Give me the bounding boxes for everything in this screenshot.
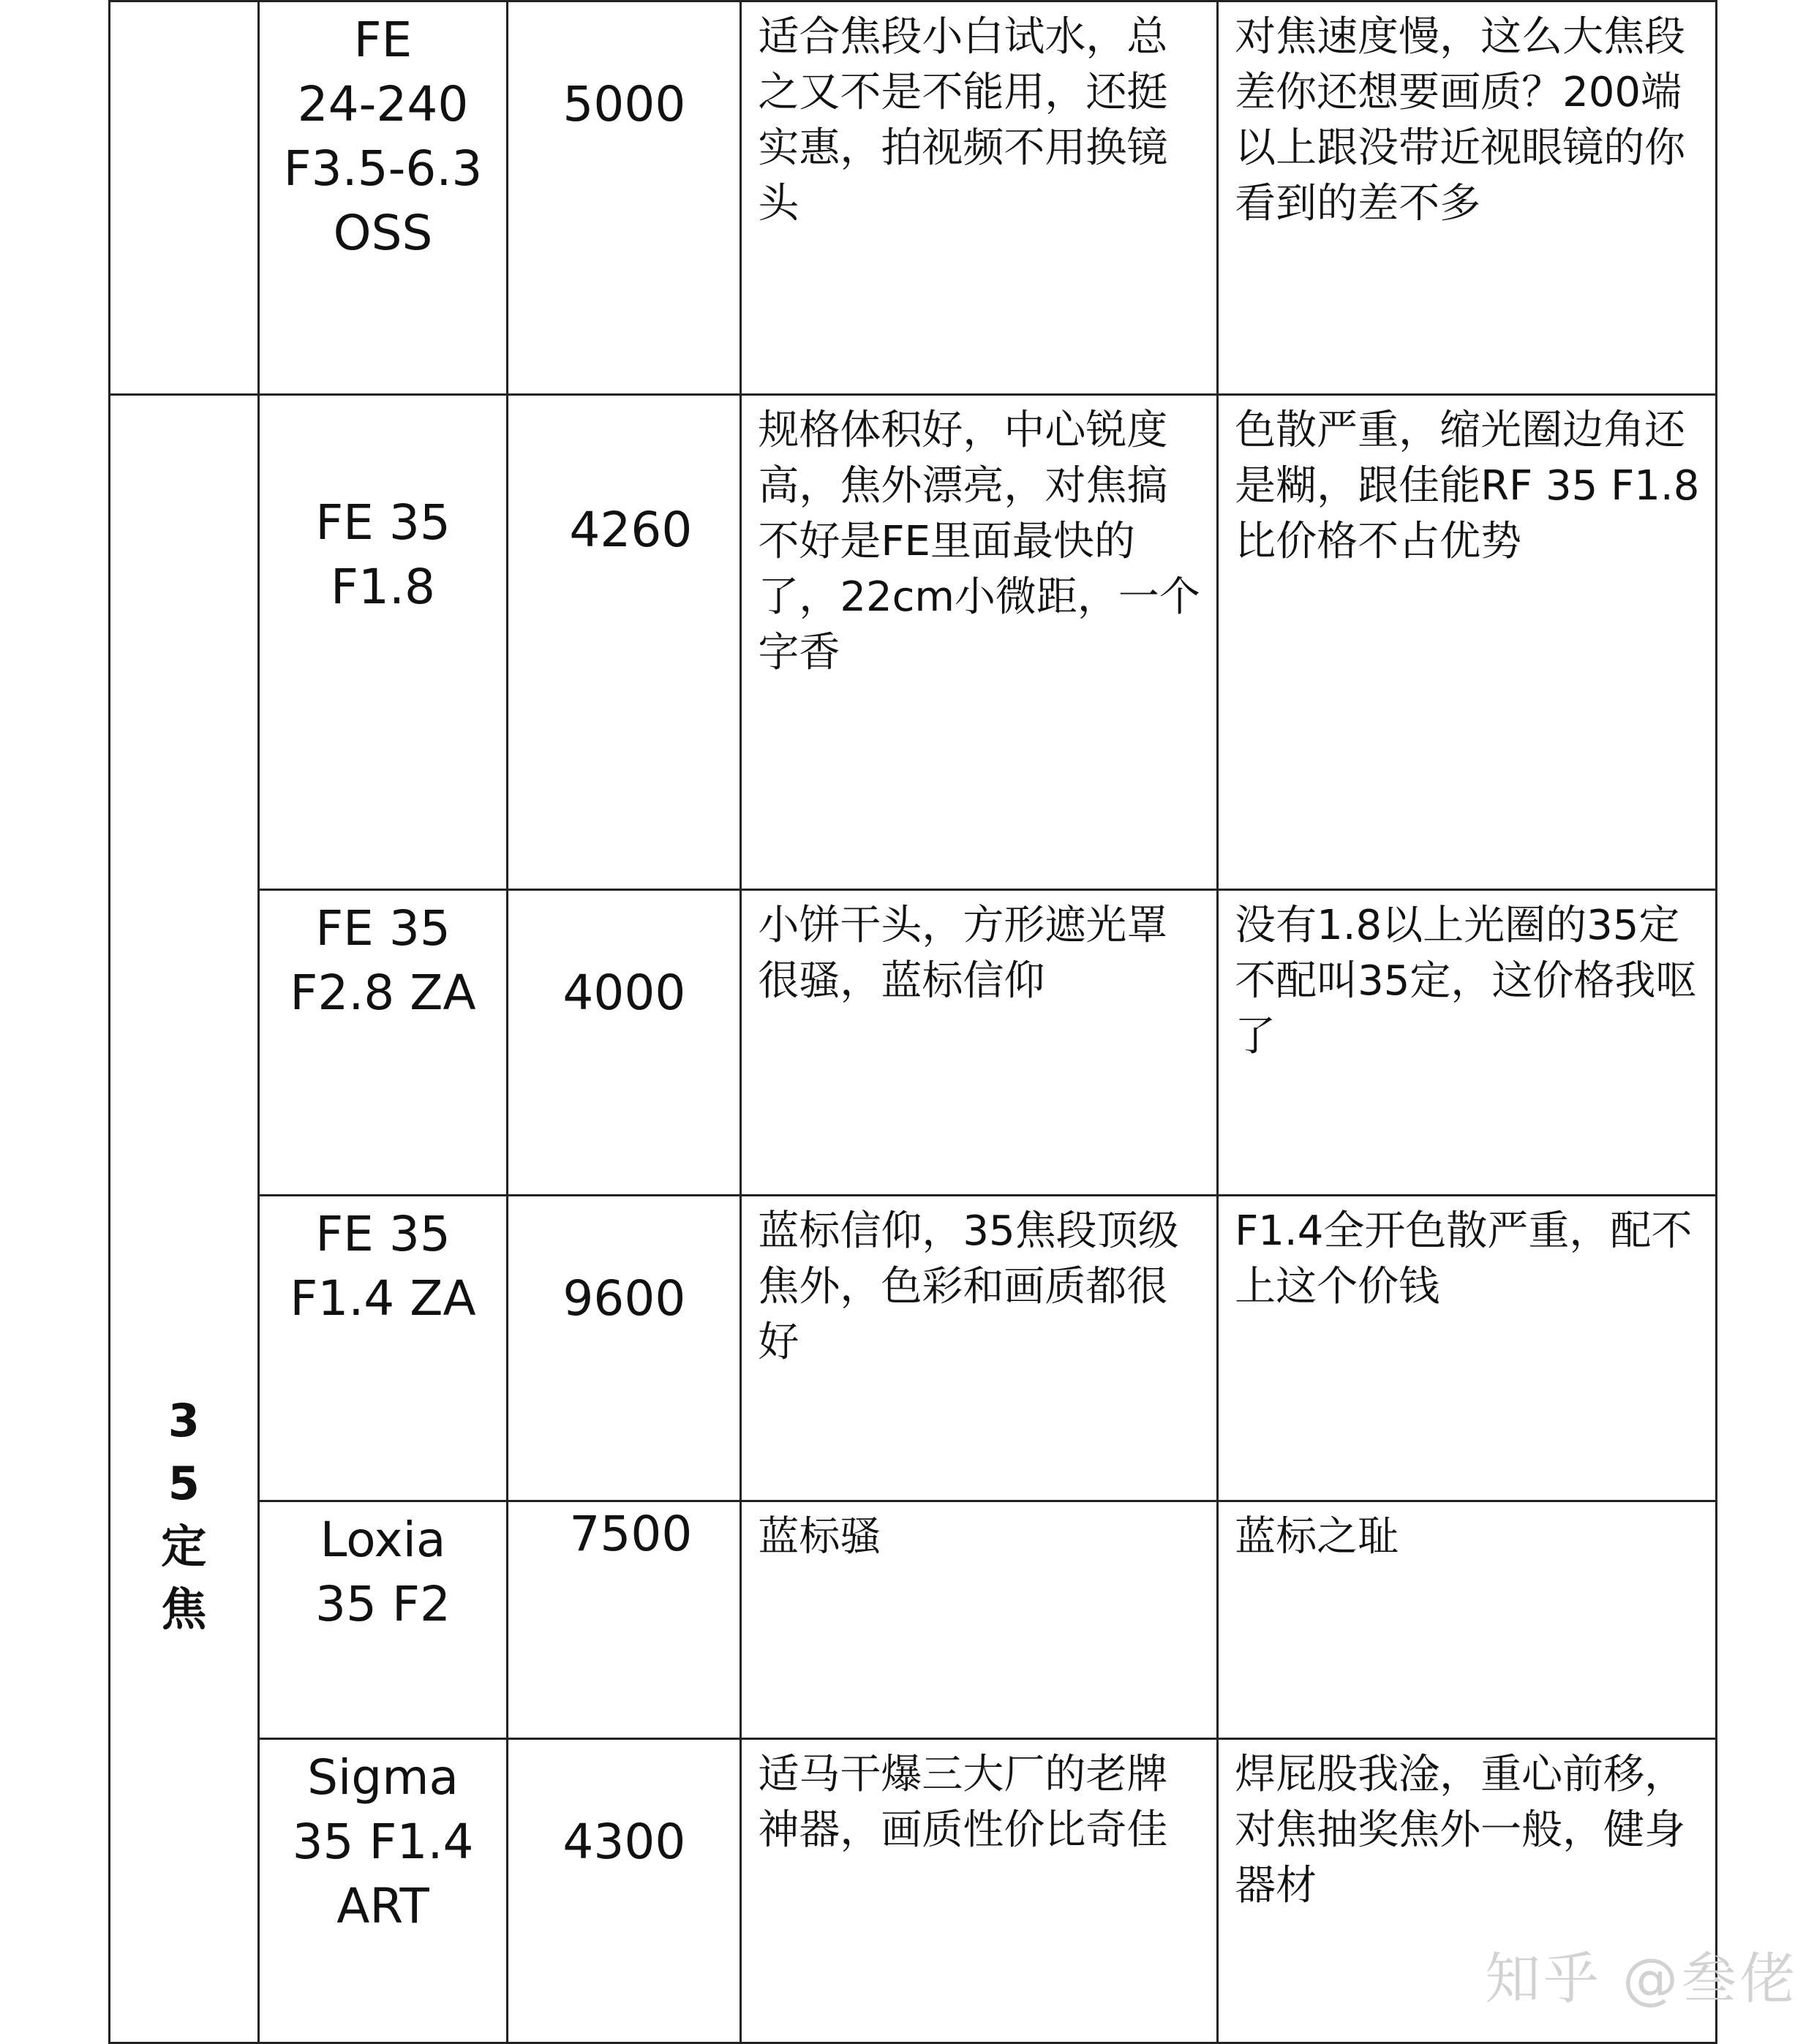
lens-comparison-table bbox=[108, 0, 1717, 2044]
cons-text: 蓝标之耻 bbox=[1235, 1513, 1399, 1561]
model-name: Sigma 35 F1.4 ART bbox=[292, 1749, 474, 1934]
price-cell bbox=[508, 1, 741, 395]
pros-text: 蓝标信仰，35焦段顶级焦外，色彩和画质都很好 bbox=[758, 1207, 1179, 1366]
cons-cell bbox=[1218, 1501, 1717, 1739]
pros-cell bbox=[741, 1739, 1218, 2043]
table-row bbox=[110, 1501, 1717, 1739]
cons-text: 焊屁股我淦，重心前移，对焦抽奖焦外一般，健身器材 bbox=[1235, 1751, 1686, 1909]
pros-cell bbox=[741, 890, 1218, 1196]
table-row bbox=[110, 1, 1717, 395]
category-label: 35定焦 bbox=[161, 1393, 207, 1636]
model-name: FE 35 F1.8 bbox=[315, 494, 451, 615]
model-cell bbox=[258, 890, 508, 1196]
cons-cell bbox=[1218, 890, 1717, 1196]
cons-text: 色散严重，缩光圈边角还是糊，跟佳能RF 35 F1.8比价格不占优势 bbox=[1235, 407, 1700, 565]
price-cell bbox=[508, 890, 741, 1196]
watermark: 知乎 @叁佬 bbox=[1485, 1946, 1799, 2011]
cons-text: 没有1.8以上光圈的35定不配叫35定，这价格我呕了 bbox=[1235, 902, 1697, 1060]
model-name: FE 35 F1.4 ZA bbox=[290, 1206, 476, 1327]
price-cell bbox=[508, 1739, 741, 2043]
model-cell bbox=[258, 1739, 508, 2043]
model-name: Loxia 35 F2 bbox=[315, 1512, 451, 1632]
pros-text: 小饼干头，方形遮光罩很骚，蓝标信仰 bbox=[758, 902, 1168, 1005]
price-value: 7500 bbox=[569, 1506, 693, 1562]
pros-cell bbox=[741, 1, 1218, 395]
category-cell bbox=[110, 395, 259, 2043]
price-value: 4000 bbox=[562, 965, 686, 1021]
price-cell bbox=[508, 1196, 741, 1501]
pros-cell bbox=[741, 395, 1218, 890]
model-cell bbox=[258, 1196, 508, 1501]
table-row bbox=[110, 395, 1717, 890]
price-value: 4260 bbox=[569, 502, 693, 558]
pros-text: 规格体积好，中心锐度高，焦外漂亮，对焦搞不好是FE里面最快的了，22cm小微距，一个字香 bbox=[758, 407, 1200, 676]
pros-text: 适马干爆三大厂的老牌神器，画质性价比奇佳 bbox=[758, 1751, 1168, 1854]
model-cell bbox=[258, 395, 508, 890]
price-cell bbox=[508, 395, 741, 890]
table-row bbox=[110, 1739, 1717, 2043]
pros-cell bbox=[741, 1196, 1218, 1501]
table-row bbox=[110, 1196, 1717, 1501]
cons-text: 对焦速度慢，这么大焦段差你还想要画质？200端以上跟没带近视眼镜的你看到的差不多 bbox=[1235, 13, 1686, 227]
price-value: 9600 bbox=[562, 1270, 686, 1327]
model-name: FE 24-240 F3.5-6.3 OSS bbox=[283, 12, 483, 261]
cons-cell bbox=[1218, 1196, 1717, 1501]
cons-cell bbox=[1218, 395, 1717, 890]
model-cell bbox=[258, 1501, 508, 1739]
category-cell-empty bbox=[110, 1, 259, 395]
model-name: FE 35 F2.8 ZA bbox=[290, 900, 476, 1021]
price-value: 4300 bbox=[562, 1814, 686, 1870]
cons-cell bbox=[1218, 1, 1717, 395]
cons-text: F1.4全开色散严重，配不上这个价钱 bbox=[1235, 1207, 1693, 1311]
pros-text: 适合焦段小白试水，总之又不是不能用，还挺实惠，拍视频不用换镜头 bbox=[758, 13, 1168, 227]
pros-text: 蓝标骚 bbox=[758, 1513, 881, 1561]
table-row bbox=[110, 890, 1717, 1196]
price-cell bbox=[508, 1501, 741, 1739]
price-value: 5000 bbox=[562, 76, 686, 132]
model-cell bbox=[258, 1, 508, 395]
pros-cell bbox=[741, 1501, 1218, 1739]
